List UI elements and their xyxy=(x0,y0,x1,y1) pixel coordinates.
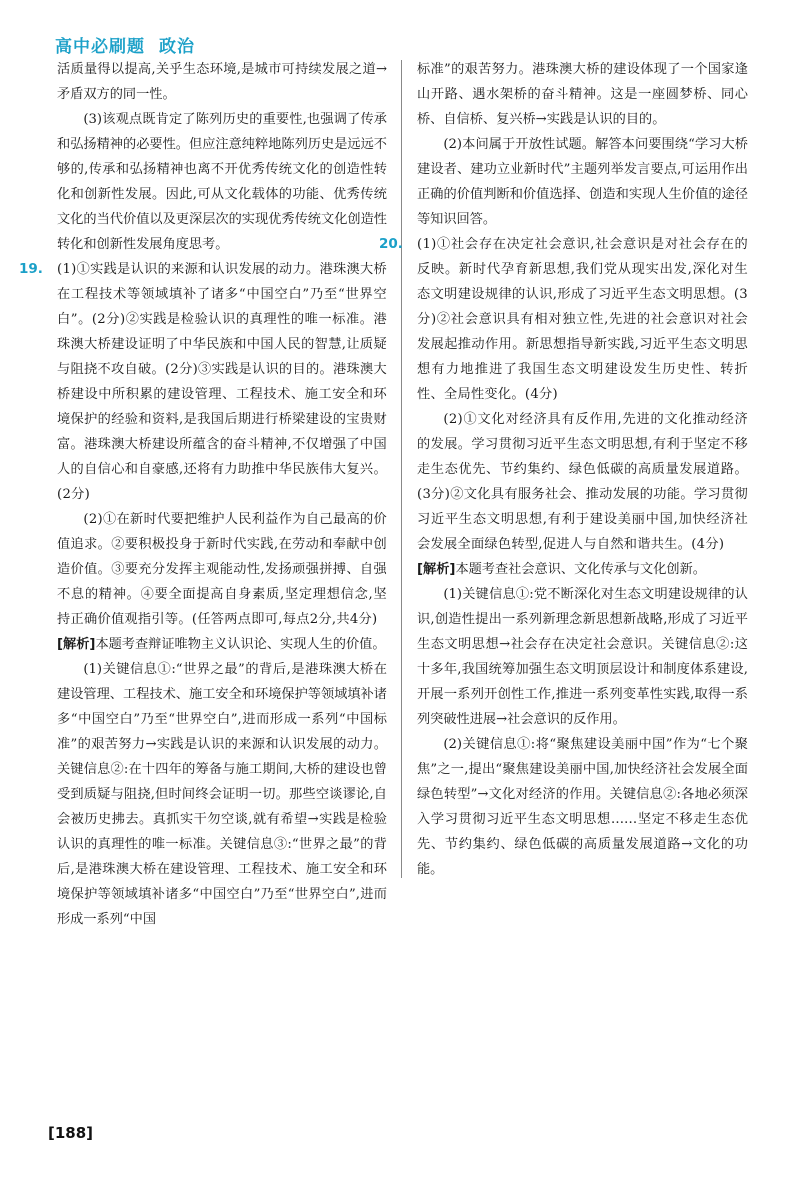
analysis-tag: [解析] xyxy=(417,562,456,577)
question-19-answer-1: (1)①实践是认识的来源和认识发展的动力。港珠澳大桥在工程技术等领域填补了诸多“中国空白”乃至“世界空白”。(2分)②实践是检验认识的真理性的唯一标准。港珠澳大桥建设证明了中华民族和中国人民的智慧,让质疑与阻挠不攻自破。(2分)③实践是认识的目的。港珠澳大桥建设中所积累的建设管理、工程技术、施工安全和环境保护的经验和资料,是我国后期进行桥梁建设的宝贵财富。港珠澳大桥建设所蕴含的奋斗精神,不仅增强了中国人的自信心和自豪感,还将有力助推中华民族伟大复兴。(2分) xyxy=(57,262,387,502)
book-title: 高中必刷题 xyxy=(55,37,145,57)
analysis-text: 本题考查辩证唯物主义认识论、实现人生的价值。 xyxy=(95,637,386,652)
left-column xyxy=(19,57,387,932)
question-19-analysis xyxy=(57,632,387,657)
question-19-answer-2: (2)①在新时代要把维护人民利益作为自己最高的价值追求。②要积极投身于新时代实践,在劳动和奉献中创造价值。③要充分发挥主观能动性,发扬顽强拼搏、自强不息的精神。④要全面提高自身素质,坚定理想信念,坚持正确价值观指引等。(任答两点即可,每点2分,共4分) xyxy=(57,512,387,627)
analysis-tag: [解析] xyxy=(57,637,96,652)
question-20-analysis-detail-2: (2)关键信息①:将“聚焦建设美丽中国”作为“七个聚焦”之一,提出“聚焦建设美丽中国,加快经济社会发展全面绿色转型”→文化对经济的作用。关键信息②:各地必须深入学习贯彻习近平生态文明思想……坚定不移走生态优先、节约集约、绿色低碳的高质量发展道路→文化的功能。 xyxy=(417,737,748,877)
question-20-analysis xyxy=(417,557,748,582)
question-19-analysis-detail: (1)关键信息①:“世界之最”的背后,是港珠澳大桥在建设管理、工程技术、施工安全和环境保护等领域填补诸多“中国空白”乃至“世界空白”,进而形成一系列“中国标准”的艰苦努力→实践是认识的来源和认识发展的动力。关键信息②:在十四年的筹备与施工期间,大桥的建设也曾受到质疑与阻挠,但时间终会证明一切。那些空谈谬论,自会被历史拂去。真抓实干勿空谈,就有希望→实践是检验认识的真理性的唯一标准。关键信息③:“世界之最”的背后,是港珠澳大桥在建设管理、工程技术、施工安全和环境保护等领域填补诸多“中国空白”乃至“世界空白”,进而形成一系列“中国 xyxy=(57,662,387,927)
question-20-answer-2: (2)①文化对经济具有反作用,先进的文化推动经济的发展。学习贯彻习近平生态文明思想,有利于坚定不移走生态优先、节约集约、绿色低碳的高质量发展道路。(3分)②文化具有服务社会、推动发展的功能。学习贯彻习近平生态文明思想,有利于建设美丽中国,加快经济社会发展全面绿色转型,促进人与自然和谐共生。(4分) xyxy=(417,412,748,552)
right-paragraph-1: 标准”的艰苦努力。港珠澳大桥的建设体现了一个国家逢山开路、遇水架桥的奋斗精神。这是一座圆梦桥、同心桥、自信桥、复兴桥→实践是认识的目的。 xyxy=(417,62,748,127)
running-header xyxy=(55,32,195,57)
right-column xyxy=(379,57,748,882)
left-paragraph-2: (3)该观点既肯定了陈列历史的重要性,也强调了传承和弘扬精神的必要性。但应注意纯粹地陈列历史是远远不够的,传承和弘扬精神也离不开优秀传统文化的创造性转化和创新性发展。因此,可从文化载体的功能、优秀传统文化的当代价值以及更深层次的实现优秀传统文化创造性转化和创新性发展角度思考。 xyxy=(57,112,387,252)
question-20-answer-1: (1)①社会存在决定社会意识,社会意识是对社会存在的反映。新时代孕育新思想,我们党从现实出发,深化对生态文明建设规律的认识,形成了习近平生态文明思想。(3分)②社会意识具有相对独立性,先进的社会意识对社会发展起推动作用。新思想指导新实践,习近平生态文明思想有力地推进了我国生态文明建设发生历史性、转折性、全局性变化。(4分) xyxy=(417,237,748,402)
subject-title: 政治 xyxy=(159,37,195,57)
question-20-number: 20. xyxy=(379,236,403,252)
right-paragraph-2: (2)本问属于开放性试题。解答本问要围绕“学习大桥建设者、建功立业新时代”主题列举发言要点,可运用作出正确的价值判断和价值选择、创造和实现人生价值的途径等知识回答。 xyxy=(417,137,748,227)
question-19 xyxy=(19,257,387,932)
column-divider xyxy=(401,60,402,878)
question-20 xyxy=(379,232,748,882)
analysis-text: 本题考查社会意识、文化传承与文化创新。 xyxy=(455,562,706,577)
page-number: [188] xyxy=(48,1124,94,1142)
question-20-analysis-detail-1: (1)关键信息①:党不断深化对生态文明建设规律的认识,创造性提出一系列新理念新思想新战略,形成了习近平生态文明思想→社会存在决定社会意识。关键信息②:这十多年,我国统筹加强生态文明顶层设计和制度体系建设,开展一系列开创性工作,推进一系列变革性实践,取得一系列突破性进展→社会意识的反作用。 xyxy=(417,587,748,727)
question-19-number: 19. xyxy=(19,261,43,277)
left-paragraph-1: 活质量得以提高,关乎生态环境,是城市可持续发展之道→矛盾双方的同一性。 xyxy=(57,62,387,102)
